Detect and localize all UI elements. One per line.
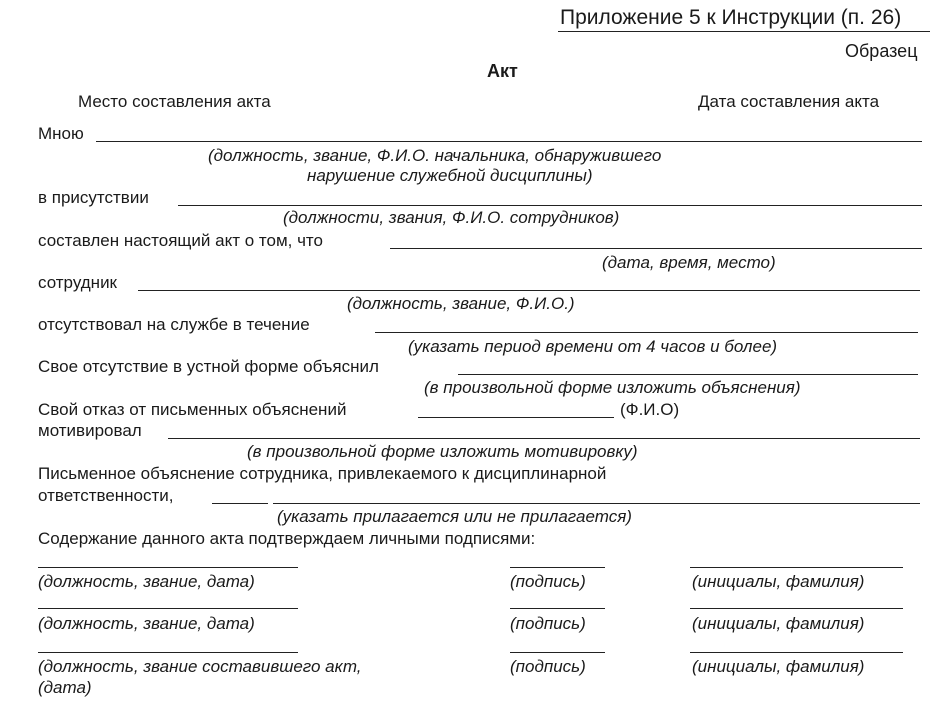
written-line — [273, 503, 920, 504]
sig-2-name-line — [690, 608, 903, 609]
by-me-label: Мною — [38, 124, 84, 143]
compiled-line — [390, 248, 922, 249]
oral-label: Свое отсутствие в устной форме объяснил — [38, 357, 379, 376]
sig-3-name-line — [690, 652, 903, 653]
sig-1-name: (инициалы, фамилия) — [692, 572, 865, 591]
refusal-label: Свой отказ от письменных объяснений — [38, 400, 347, 419]
confirm-label: Содержание данного акта подтверждаем личными подписями: — [38, 529, 536, 548]
sig-3-position-line — [38, 652, 298, 653]
place-label: Место составления акта — [78, 92, 271, 111]
written-line-short — [212, 503, 268, 504]
presence-line — [178, 205, 922, 206]
sig-3-name: (инициалы, фамилия) — [692, 657, 865, 676]
sig-2-signature-line — [510, 608, 605, 609]
refusal-line — [418, 417, 614, 418]
employee-line — [138, 290, 920, 291]
compiled-hint: (дата, время, место) — [602, 253, 776, 272]
appendix-reference: Приложение 5 к Инструкции (п. 26) — [560, 6, 902, 29]
employee-label: сотрудник — [38, 273, 117, 292]
by-me-line — [96, 141, 922, 142]
by-me-hint-2: нарушение служебной дисциплины) — [307, 166, 593, 185]
sig-2-position-line — [38, 608, 298, 609]
motivated-line — [168, 438, 920, 439]
motivated-hint: (в произвольной форме изложить мотивировку) — [247, 442, 638, 461]
absent-hint: (указать период времени от 4 часов и более) — [408, 337, 778, 356]
presence-hint: (должности, звания, Ф.И.О. сотрудников) — [283, 208, 620, 227]
sig-3-signature: (подпись) — [510, 657, 586, 676]
absent-label: отсутствовал на службе в течение — [38, 315, 310, 334]
refusal-fio: (Ф.И.О) — [620, 400, 680, 419]
sig-1-signature: (подпись) — [510, 572, 586, 591]
sig-3-signature-line — [510, 652, 605, 653]
sig-3-position-date: (дата) — [38, 678, 92, 697]
sig-2-position: (должность, звание, дата) — [38, 614, 255, 633]
sig-1-signature-line — [510, 567, 605, 568]
document-title: Акт — [487, 61, 518, 81]
motivated-label: мотивировал — [38, 421, 142, 440]
sig-2-signature: (подпись) — [510, 614, 586, 633]
written-label-2: ответственности, — [38, 486, 174, 505]
sig-1-position-line — [38, 567, 298, 568]
presence-label: в присутствии — [38, 188, 149, 207]
written-label-1: Письменное объяснение сотрудника, привлекаемого к дисциплинарной — [38, 464, 607, 483]
oral-hint: (в произвольной форме изложить объяснения) — [424, 378, 801, 397]
date-label: Дата составления акта — [698, 92, 880, 111]
appendix-underline — [558, 31, 930, 32]
sig-1-position: (должность, звание, дата) — [38, 572, 255, 591]
sig-3-position: (должность, звание составившего акт, — [38, 657, 362, 676]
oral-line — [458, 374, 918, 375]
written-hint: (указать прилагается или не прилагается) — [277, 507, 632, 526]
by-me-hint-1: (должность, звание, Ф.И.О. начальника, обнаружившего — [208, 146, 662, 165]
sig-1-name-line — [690, 567, 903, 568]
employee-hint: (должность, звание, Ф.И.О.) — [347, 294, 575, 313]
sample-label: Образец — [845, 41, 918, 61]
sig-2-name: (инициалы, фамилия) — [692, 614, 865, 633]
compiled-label: составлен настоящий акт о том, что — [38, 231, 323, 250]
absent-line — [375, 332, 918, 333]
